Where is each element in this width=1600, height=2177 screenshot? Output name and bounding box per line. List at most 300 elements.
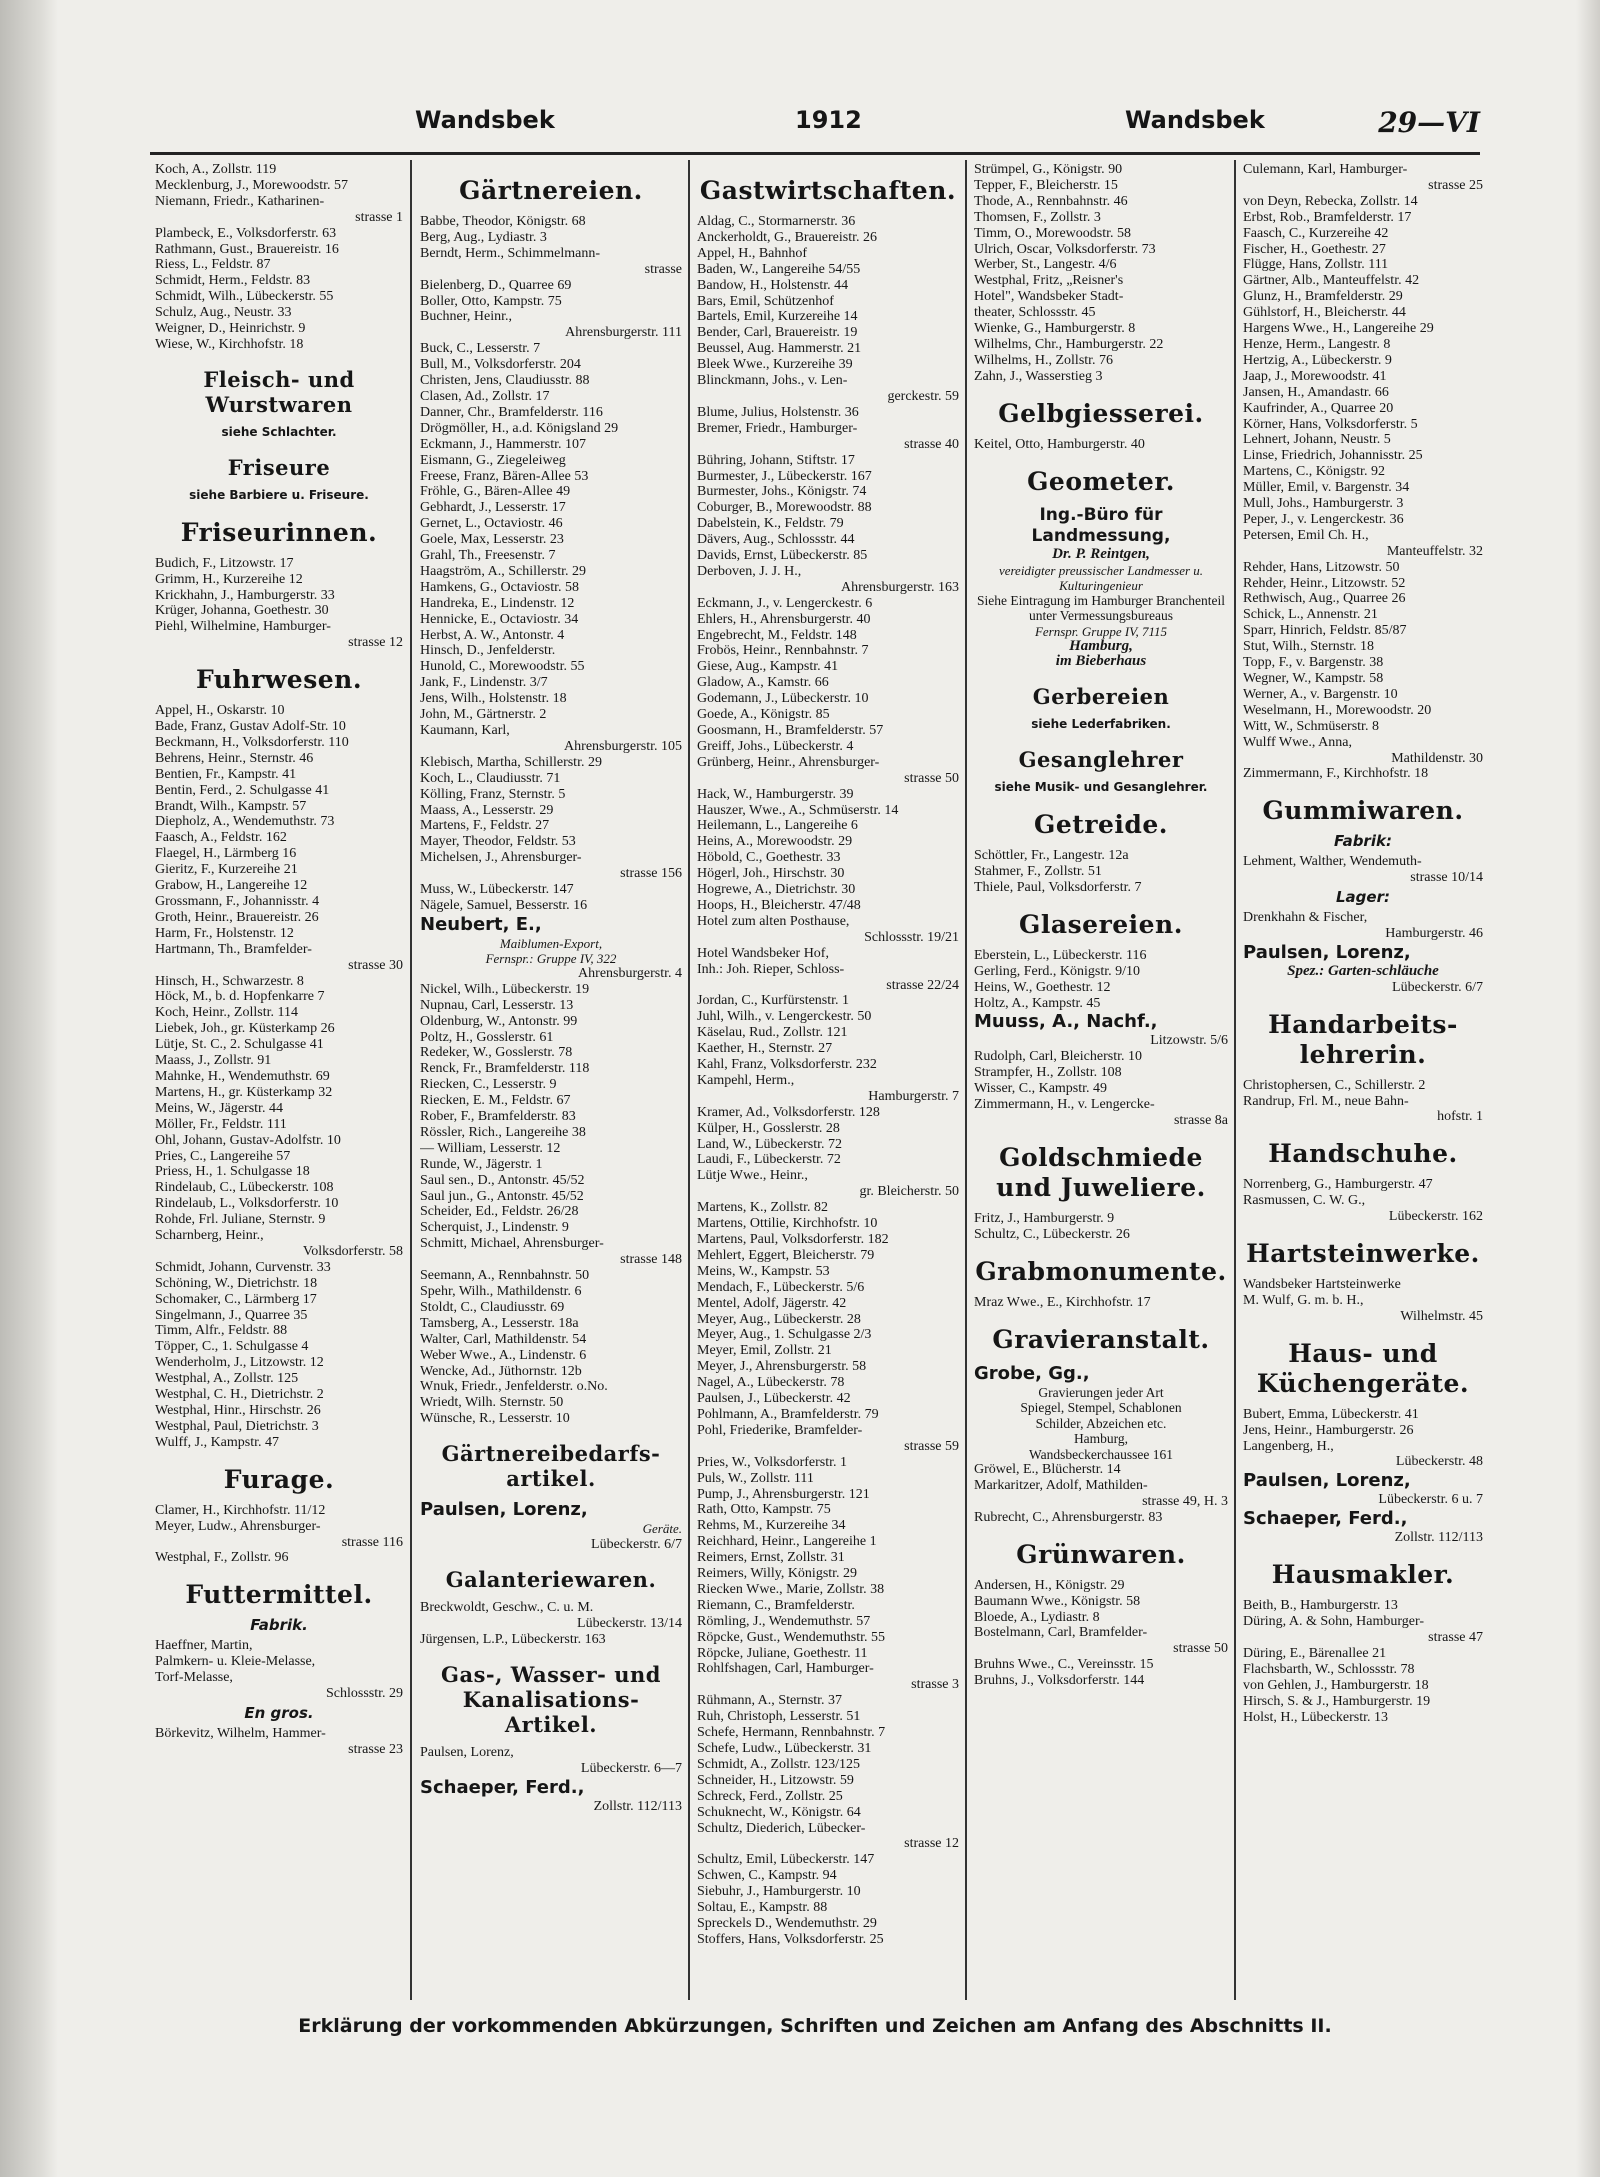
list-getreide — [974, 848, 1228, 896]
list-item: Hennicke, E., Octaviostr. 34 — [420, 611, 579, 627]
list-item: Ruh, Christoph, Lesserstr. 51 — [697, 1709, 861, 1725]
list-item: Schneider, H., Litzowstr. 59 — [697, 1772, 854, 1788]
list-item: strasse 8a — [1173, 1113, 1228, 1128]
list-item: Körner, Hans, Volksdorferstr. 5 — [1243, 416, 1418, 432]
list-item: Grünberg, Heinr., Ahrensburger- — [697, 754, 880, 770]
list-item: Strümpel, G., Königstr. 90 — [974, 162, 1123, 177]
list-item: Gernet, L., Octaviostr. 46 — [420, 516, 563, 532]
list-item: Martens, Ottilie, Kirchhofstr. 10 — [697, 1216, 878, 1232]
note: siehe Barbiere u. Friseure. — [189, 487, 369, 502]
ad-paulsen: Paulsen, Lorenz, — [1243, 941, 1411, 963]
list-item: Wulff, J., Kampstr. 47 — [155, 1434, 280, 1450]
list-item: Faasch, A., Feldstr. 162 — [155, 830, 287, 846]
list-item: Beith, B., Hamburgerstr. 13 — [1243, 1598, 1398, 1614]
list-item: Walter, Carl, Mathildenstr. 54 — [420, 1331, 587, 1347]
list-gelbgiesserei — [974, 437, 1228, 453]
list-item: Godemann, J., Lübeckerstr. 10 — [697, 691, 869, 707]
list-item: Zahn, J., Wasserstieg 3 — [974, 368, 1103, 384]
list-item: Buchner, Heinr., — [420, 309, 512, 325]
list-item: Glunz, H., Bramfelderstr. 29 — [1243, 289, 1403, 305]
list-item: Dabelstein, K., Feldstr. 79 — [697, 516, 844, 532]
list-item: Rethwisch, Aug., Quarree 26 — [1243, 591, 1406, 607]
list-item: Saul sen., D., Antonstr. 45/52 — [420, 1172, 585, 1188]
list-item: Weigner, D., Heinrichstr. 9 — [155, 321, 306, 337]
list-item: Rindelaub, L., Volksdorferstr. 10 — [155, 1196, 339, 1212]
list-item: Wulff Wwe., Anna, — [1243, 734, 1352, 750]
list-item: Giese, Aug., Kampstr. 41 — [697, 659, 839, 675]
list-item: Scharnberg, Heinr., — [155, 1228, 264, 1244]
list-item: Gieritz, F., Kurzereihe 21 — [155, 862, 298, 878]
ad-paulsen-spez: Spez.: Garten-schläuche — [1287, 962, 1439, 979]
list-item: Handreka, E., Lindenstr. 12 — [420, 595, 575, 611]
list-item: Rubrecht, C., Ahrensburgerstr. 83 — [974, 1509, 1163, 1525]
list-item: Gühlstorf, H., Bleicherstr. 44 — [1243, 305, 1406, 321]
list-item: Timm, Alfr., Feldstr. 88 — [155, 1323, 288, 1339]
ad-reintgen: Dr. P. Reintgen, — [1052, 545, 1150, 562]
subheading-fabrik: Fabrik: — [1334, 832, 1392, 851]
list-item: Blume, Julius, Holstenstr. 36 — [697, 404, 859, 420]
list-item: Fritz, J., Hamburgerstr. 9 — [974, 1210, 1115, 1226]
list-item: Schmidt, A., Zollstr. 123/125 — [697, 1756, 860, 1772]
list-item: Rehder, Heinr., Litzowstr. 52 — [1243, 575, 1406, 591]
list-item: Scheider, Ed., Feldstr. 26/28 — [420, 1204, 579, 1220]
list-item: Freese, Franz, Bären-Allee 53 — [420, 468, 589, 484]
heading-geometer: Geometer. — [1027, 466, 1175, 496]
list-item: Piehl, Wilhelmine, Hamburger- — [155, 619, 331, 635]
list-fuhrwesen — [155, 703, 403, 1451]
list-item: Mahnke, H., Wendemuthstr. 69 — [155, 1068, 330, 1084]
list-item: Liebek, Joh., gr. Küsterkamp 26 — [155, 1021, 335, 1037]
list-item: strasse 10/14 — [1410, 870, 1483, 886]
list-item: Christen, Jens, Claudiusstr. 88 — [420, 373, 590, 389]
ad-paulsen-addr: Lübeckerstr. 6/7 — [1392, 979, 1483, 995]
list-item: Singelmann, J., Quarree 35 — [155, 1307, 308, 1323]
column-1 — [155, 162, 403, 2002]
list-hausmakler — [1243, 1598, 1483, 1725]
ad-paulsen-2-addr: Lübeckerstr. 6 u. 7 — [1378, 1492, 1483, 1508]
list-item: Maass, A., Lesserstr. 29 — [420, 802, 554, 818]
list-item: Schulz, Aug., Neustr. 33 — [155, 305, 292, 321]
list-gummi — [1243, 854, 1483, 886]
list-item: Lübeckerstr. 6—7 — [580, 1760, 682, 1776]
list-item: Hotel zum alten Posthause, — [697, 913, 850, 929]
list-item: Pump, J., Ahrensburgerstr. 121 — [697, 1486, 870, 1502]
list-item: Martens, C., Königstr. 92 — [1243, 464, 1385, 480]
list-item: Rindelaub, C., Lübeckerstr. 108 — [155, 1180, 334, 1196]
header-city-left: Wandsbek — [415, 106, 555, 134]
list-item: Flachsbarth, W., Schlossstr. 78 — [1243, 1661, 1415, 1677]
list-item: Stoldt, C., Claudiusstr. 69 — [420, 1299, 565, 1315]
heading-gerbereien: Gerbereien — [1032, 684, 1170, 710]
list-item: strasse 116 — [341, 1534, 403, 1550]
list-galanterie — [420, 1600, 682, 1648]
list-item: Schöttler, Fr., Langestr. 12a — [974, 848, 1129, 864]
list-item: Spehr, Wilh., Mathildenstr. 6 — [420, 1284, 582, 1299]
ad-muuss-addr: Litzowstr. 5/6 — [1150, 1033, 1228, 1049]
list-item: Külper, H., Gosslerstr. 28 — [697, 1120, 840, 1136]
list-item: Spiegel, Stempel, Schablonen — [1020, 1400, 1182, 1416]
list-item: Rehms, M., Kurzereihe 34 — [697, 1518, 846, 1534]
ad-grobe: Grobe, Gg., — [974, 1362, 1090, 1384]
list-continued — [155, 162, 403, 353]
list-item: Ulrich, Oscar, Volksdorferstr. 73 — [974, 241, 1156, 257]
list-item: Pries, W., Volksdorferstr. 1 — [697, 1454, 847, 1470]
heading-furage: Furage. — [223, 1464, 335, 1494]
list-item: Schultz, Diederich, Lübecker- — [697, 1820, 866, 1836]
list-item: Westphal, C. H., Dietrichstr. 2 — [155, 1387, 324, 1403]
list-item: Nagel, A., Lübeckerstr. 78 — [697, 1375, 845, 1391]
footer-note: Erklärung der vorkommenden Abkürzungen, Schriften und Zeichen am Anfang des Abschnitts II. — [298, 2015, 1332, 2037]
list-item: Thode, A., Rennbahnstr. 46 — [974, 193, 1128, 209]
list-item: Gladow, A., Kamstr. 66 — [697, 675, 829, 691]
list-item: Rasmussen, C. W. G., — [1243, 1193, 1366, 1209]
list-item: Laudi, F., Lübeckerstr. 72 — [697, 1152, 841, 1168]
ad-neubert-line: Fernspr.: Gruppe IV, 322 — [485, 950, 617, 966]
list-item: Derboven, J. J. H., — [697, 563, 802, 579]
list-item: Kölling, Franz, Sternstr. 5 — [420, 786, 566, 802]
ad-paulsen: Paulsen, Lorenz, — [420, 1499, 588, 1521]
list-item: Hogrewe, A., Dietrichstr. 30 — [697, 882, 856, 898]
list-item: Grabow, H., Langereihe 12 — [155, 878, 308, 894]
list-item: Flügge, Hans, Zollstr. 111 — [1243, 257, 1389, 273]
list-item: Hamkens, G., Octaviostr. 58 — [420, 579, 580, 595]
list-goldschmiede — [974, 1211, 1228, 1243]
list-item: Mull, Johs., Hamburgerstr. 3 — [1243, 496, 1404, 512]
list-item: Peper, J., v. Lengerckestr. 36 — [1243, 511, 1404, 527]
list-item: strasse 156 — [620, 866, 682, 882]
subheading-fabrik: Fabrik. — [250, 1616, 308, 1635]
list-gaswasser — [420, 1745, 682, 1777]
list-item: Schilder, Abzeichen etc. — [1035, 1415, 1167, 1431]
list-item: Westphal, Hinr., Hirschstr. 26 — [155, 1403, 321, 1418]
list-item: Holtz, A., Kampstr. 45 — [974, 995, 1101, 1011]
list-item: Beckmann, H., Volksdorferstr. 110 — [155, 734, 349, 750]
list-item: strasse 50 — [1173, 1641, 1228, 1657]
header-city-right: Wandsbek — [1125, 106, 1265, 134]
list-item: Breckwoldt, Geschw., C. u. M. — [420, 1599, 594, 1615]
list-item: Hauszer, Wwe., A., Schmüserstr. 14 — [697, 802, 899, 818]
list-item: Eismann, G., Ziegeleiweg — [420, 452, 566, 468]
list-item: strasse 148 — [620, 1252, 682, 1268]
ad-hamburg: Hamburg, — [1069, 637, 1133, 654]
column-divider — [688, 160, 690, 2000]
list-item: Lübeckerstr. 13/14 — [577, 1615, 682, 1631]
list-item: Gröwel, E., Blücherstr. 14 — [974, 1462, 1121, 1478]
heading-gravieranstalt: Gravieranstalt. — [992, 1324, 1210, 1354]
list-item: Priess, H., 1. Schulgasse 18 — [155, 1164, 310, 1180]
subheading-lager: Lager: — [1336, 888, 1390, 907]
heading-futtermittel: Futtermittel. — [185, 1580, 373, 1610]
list-item: Hamburg, — [1073, 1431, 1129, 1447]
list-item: strasse 59 — [904, 1438, 959, 1454]
list-item: Westphal, F., Zollstr. 96 — [155, 1550, 289, 1566]
column-2 — [420, 162, 682, 2002]
list-item: Budich, F., Litzowstr. 17 — [155, 555, 294, 571]
list-item: Stahmer, F., Zollstr. 51 — [974, 864, 1102, 880]
page-number: 29—VI — [1378, 106, 1480, 139]
list-item: Hamburgerstr. 46 — [1385, 925, 1483, 941]
list-item: Pohl, Friederike, Bramfelder- — [697, 1422, 863, 1438]
heading-handschuhe: Handschuhe. — [1268, 1139, 1458, 1169]
list-item: Schomaker, C., Lärmberg 17 — [155, 1291, 317, 1307]
list-item: Müller, Emil, v. Bargenstr. 34 — [1243, 480, 1410, 496]
list-item: Pohlmann, A., Bramfelderstr. 79 — [697, 1406, 879, 1422]
list-item: Schultz, C., Lübeckerstr. 26 — [974, 1226, 1130, 1242]
list-item: Wenderholm, J., Litzowstr. 12 — [155, 1355, 324, 1371]
list-item: Markaritzer, Adolf, Mathilden- — [974, 1478, 1148, 1494]
heading-gummiwaren: Gummiwaren. — [1262, 796, 1464, 826]
list-item: Schultz, Emil, Lübeckerstr. 147 — [697, 1852, 875, 1868]
list-item: Juhl, Wilh., v. Lengerckestr. 50 — [697, 1009, 872, 1025]
list-item: Holst, H., Lübeckerstr. 13 — [1243, 1709, 1389, 1725]
list-continued — [974, 162, 1228, 385]
list-item: Herbst, A. W., Antonstr. 4 — [420, 627, 565, 643]
list-item: Saul jun., G., Antonstr. 45/52 — [420, 1188, 584, 1204]
heading-gaswasser: Gas-, Wasser- und Kanalisations-Artikel. — [441, 1661, 661, 1737]
list-item: Palmkern- u. Kleie-Melasse, — [155, 1654, 316, 1670]
heading-fleisch: Fleisch- und Wurstwaren — [203, 366, 355, 417]
list-item: Sparr, Hinrich, Feldstr. 85/87 — [1243, 623, 1407, 639]
list-item: Zimmermann, F., Kirchhofstr. 18 — [1243, 766, 1429, 782]
list-item: Riecken, C., Lesserstr. 9 — [420, 1077, 557, 1093]
list-item: Burmester, Johs., Königstr. 74 — [697, 484, 867, 500]
list-item: Topp, F., v. Bargenstr. 38 — [1243, 655, 1384, 671]
list-item: Rath, Otto, Kampstr. 75 — [697, 1502, 831, 1518]
list-item: Martens, K., Zollstr. 82 — [697, 1200, 829, 1216]
list-item: Kahl, Franz, Volksdorferstr. 232 — [697, 1057, 877, 1073]
list-item: Diepholz, A., Wendemuthstr. 73 — [155, 814, 335, 830]
list-item: Wegner, W., Kampstr. 58 — [1243, 671, 1384, 686]
list-item: Martens, F., Feldstr. 27 — [420, 818, 550, 834]
list-item: Berndt, Herm., Schimmelmann- — [420, 245, 601, 261]
list-item: Jürgensen, L.P., Lübeckerstr. 163 — [420, 1631, 606, 1647]
heading-haus-kuechengeraete: Haus- und Küchengeräte. — [1256, 1338, 1470, 1398]
ad-neubert: Neubert, E., — [420, 913, 542, 935]
list-item: Thomsen, F., Zollstr. 3 — [974, 209, 1101, 225]
list-item: Maass, J., Zollstr. 91 — [155, 1053, 272, 1069]
list-item: Reimers, Willy, Königstr. 29 — [697, 1566, 858, 1582]
list-item: Renck, Fr., Bramfelderstr. 118 — [420, 1061, 590, 1077]
list-item: Culemann, Karl, Hamburger- — [1243, 162, 1408, 177]
list-item: Düring, A. & Sohn, Hamburger- — [1243, 1614, 1425, 1630]
list-item: Hinsch, D., Jenfelderstr. — [420, 643, 556, 659]
list-item: Goosmann, H., Bramfelderstr. 57 — [697, 723, 884, 738]
list-item: Baden, W., Langereihe 54/55 — [697, 261, 861, 277]
list-item: Clamer, H., Kirchhofstr. 11/12 — [155, 1502, 326, 1518]
list-item: Meyer, Emil, Zollstr. 21 — [697, 1343, 832, 1359]
list-item: Erbst, Rob., Bramfelderstr. 17 — [1243, 209, 1412, 225]
list-item: Mayer, Theodor, Feldstr. 53 — [420, 834, 576, 850]
list-item: Grossmann, F., Johannisstr. 4 — [155, 894, 320, 909]
list-item: Hertzig, A., Lübeckerstr. 9 — [1243, 352, 1392, 368]
list-item: Burmester, J., Lübeckerstr. 167 — [697, 468, 872, 484]
note: siehe Schlachter. — [221, 424, 337, 439]
list-item: Drögmöller, H., a.d. Königsland 29 — [420, 420, 619, 436]
list-item: Coburger, B., Morewoodstr. 88 — [697, 500, 872, 516]
list-item: strasse 49, H. 3 — [1142, 1493, 1228, 1509]
list-item: Tamsberg, A., Lesserstr. 18a — [420, 1315, 579, 1331]
list-item: Greiff, Johs., Lübeckerstr. 4 — [697, 738, 854, 754]
list-item: Petersen, Emil Ch. H., — [1243, 527, 1369, 543]
list-item: Martens, H., gr. Küsterkamp 32 — [155, 1084, 333, 1100]
list-item: Goele, Max, Lesserstr. 23 — [420, 532, 564, 548]
list-item: Tepper, F., Bleicherstr. 15 — [974, 177, 1118, 193]
list-item: Langenberg, H., — [1243, 1438, 1334, 1454]
list-item: Anckerholdt, G., Brauereistr. 26 — [697, 229, 878, 245]
list-item: Michelsen, J., Ahrensburger- — [420, 850, 582, 866]
list-item: Aldag, C., Stormarnerstr. 36 — [697, 214, 856, 229]
list-item: Timm, O., Morewoodstr. 58 — [974, 225, 1132, 241]
heading-friseurinnen: Friseurinnen. — [180, 517, 378, 547]
list-gravieranstalt — [974, 1462, 1228, 1526]
list-item: Schmidt, Herm., Feldstr. 83 — [155, 273, 311, 289]
list-item: Riecken, E. M., Feldstr. 67 — [420, 1093, 571, 1109]
list-item: Jordan, C., Kurfürstenstr. 1 — [697, 993, 850, 1009]
page-header — [150, 106, 1480, 146]
list-item: Weber Wwe., A., Lindenstr. 6 — [420, 1347, 587, 1363]
heading-goldschmiede: Goldschmiede und Juweliere. — [996, 1142, 1206, 1202]
list-item: — William, Lesserstr. 12 — [420, 1140, 561, 1156]
list-item: Schöning, W., Dietrichstr. 18 — [155, 1275, 318, 1291]
list-item: Reimers, Ernst, Zollstr. 31 — [697, 1550, 845, 1566]
list-item: Westphal, A., Zollstr. 125 — [155, 1371, 299, 1387]
list-item: Koch, Heinr., Zollstr. 114 — [155, 1005, 298, 1021]
list-item: strasse 23 — [348, 1741, 403, 1757]
list-item: Nickel, Wilh., Lübeckerstr. 19 — [420, 981, 590, 997]
list-item: Kramer, Ad., Volksdorferstr. 128 — [697, 1104, 880, 1120]
list-item: Plambeck, E., Volksdorferstr. 63 — [155, 225, 337, 241]
list-item: strasse 47 — [1428, 1630, 1483, 1645]
list-item: Kaether, H., Sternstr. 27 — [697, 1041, 833, 1057]
list-item: Bentin, Ferd., 2. Schulgasse 41 — [155, 782, 330, 798]
list-item: Seemann, A., Rennbahnstr. 50 — [420, 1268, 590, 1284]
list-item: Jansen, H., Amandastr. 66 — [1243, 384, 1389, 400]
list-item: Kampehl, Herm., — [697, 1072, 795, 1088]
list-item: Wnuk, Friedr., Jenfelderstr. o.No. — [420, 1379, 608, 1395]
list-item: Rohde, Frl. Juliane, Sternstr. 9 — [155, 1212, 326, 1228]
list-item: Danner, Chr., Bramfelderstr. 116 — [420, 404, 603, 420]
list-item: Bandow, H., Holstenstr. 44 — [697, 277, 849, 293]
list-item: Heilemann, L., Langereihe 6 — [697, 818, 858, 834]
list-item: Rohlfshagen, Carl, Hamburger- — [697, 1661, 874, 1677]
ad-paulsen-addr: Lübeckerstr. 6/7 — [591, 1537, 682, 1553]
list-item: Fischer, H., Goethestr. 27 — [1243, 241, 1386, 257]
list-item: Hoops, H., Bleicherstr. 47/48 — [697, 897, 861, 913]
list-gaertnereien-2 — [420, 982, 682, 1427]
list-item: Drenkhahn & Fischer, — [1243, 909, 1368, 925]
list-glasereien-2 — [974, 1049, 1228, 1129]
list-item: Oldenburg, W., Antonstr. 99 — [420, 1013, 578, 1029]
list-item: Schmidt, Wilh., Lübeckerstr. 55 — [155, 289, 334, 305]
list-item: Mendach, F., Lübeckerstr. 5/6 — [697, 1279, 865, 1295]
list-item: Meyer, J., Ahrensburgerstr. 58 — [697, 1359, 867, 1375]
list-item: Meyer, Aug., Lübeckerstr. 28 — [697, 1311, 861, 1327]
ad-schaeper: Schaeper, Ferd., — [420, 1776, 585, 1798]
column-divider — [410, 160, 412, 2000]
list-item: Högerl, Joh., Hirschstr. 30 — [697, 866, 845, 882]
list-item: Westphal, Paul, Dietrichstr. 3 — [155, 1418, 319, 1434]
list-item: Paulsen, Lorenz, — [420, 1744, 514, 1760]
list-item: Möller, Fr., Feldstr. 111 — [155, 1116, 287, 1132]
list-item: Inh.: Joh. Rieper, Schloss- — [697, 961, 845, 977]
list-item: Harm, Fr., Holstenstr. 12 — [155, 925, 294, 941]
list-item: Ohl, Johann, Gustav-Adolfstr. 10 — [155, 1132, 341, 1148]
list-item: Schick, L., Annenstr. 21 — [1243, 607, 1378, 623]
heading-gesanglehrer: Gesanglehrer — [1018, 747, 1184, 773]
list-item: Bentien, Fr., Kampstr. 41 — [155, 766, 297, 782]
list-item: Soltau, E., Kampstr. 88 — [697, 1900, 828, 1916]
list-item: Krüger, Johanna, Goethestr. 30 — [155, 603, 329, 619]
ad-paulsen-2: Paulsen, Lorenz, — [1243, 1470, 1411, 1492]
list-item: Andersen, H., Königstr. 29 — [974, 1577, 1125, 1593]
list-item: Faasch, C., Kurzereihe 42 — [1243, 225, 1389, 241]
list-item: Lütje Wwe., Heinr., — [697, 1168, 808, 1184]
list-handarbeit — [1243, 1078, 1483, 1126]
list-item: Siebuhr, J., Hamburgerstr. 10 — [697, 1884, 861, 1900]
list-continued — [1243, 162, 1483, 782]
list-item: Koch, L., Claudiusstr. 71 — [420, 770, 561, 786]
list-item: Hotel", Wandsbeker Stadt- — [974, 289, 1124, 305]
heading-gaertnereien: Gärtnereien. — [459, 176, 643, 205]
ad-muuss: Muuss, A., Nachf., — [974, 1011, 1158, 1033]
list-item: strasse 40 — [904, 436, 959, 452]
list-item: Eckmann, J., v. Lengerckestr. 6 — [697, 595, 873, 611]
list-item: Schreck, Ferd., Zollstr. 25 — [697, 1788, 843, 1804]
list-item: Brandt, Wilh., Kampstr. 57 — [155, 798, 307, 814]
list-item: Riemann, C., Bramfelderstr. — [697, 1597, 855, 1613]
list-item: Lehment, Walther, Wendemuth- — [1243, 854, 1422, 870]
list-item: Eberstein, L., Lübeckerstr. 116 — [974, 947, 1147, 963]
list-item: Haagström, A., Schillerstr. 29 — [420, 563, 587, 579]
list-item: Bloede, A., Lydiastr. 8 — [974, 1609, 1100, 1625]
column-3 — [697, 162, 959, 2002]
list-item: Lehnert, Johann, Neustr. 5 — [1243, 432, 1391, 448]
list-item: Gerling, Ferd., Königstr. 9/10 — [974, 963, 1141, 979]
list-item: strasse 22/24 — [886, 977, 959, 993]
list-item: Clasen, Ad., Zollstr. 17 — [420, 388, 550, 404]
list-item: Rühmann, A., Sternstr. 37 — [697, 1693, 843, 1709]
list-item: Schmidt, Johann, Curvenstr. 33 — [155, 1259, 331, 1275]
list-hartsteinwerke — [1243, 1277, 1483, 1325]
list-grabmonumente — [974, 1295, 1228, 1311]
header-rule — [150, 152, 1480, 155]
list-item: Kaumann, Karl, — [420, 723, 510, 738]
ad-bieberhaus: im Bieberhaus — [1055, 653, 1147, 670]
list-item: Hotel Wandsbeker Hof, — [697, 945, 829, 961]
list-item: Henze, Herm., Langestr. 8 — [1243, 336, 1391, 352]
list-item: Heins, A., Morewoodstr. 29 — [697, 834, 853, 850]
list-item: Poltz, H., Gosslerstr. 61 — [420, 1029, 554, 1045]
list-item: strasse 3 — [911, 1677, 959, 1693]
ad-eintragung: Siehe Eintragung im Hamburger Branchenteil unter Vermessungsbureaus — [977, 592, 1225, 623]
list-item: Blinckmann, Johs., v. Len- — [697, 373, 848, 389]
list-item: Zimmermann, H., v. Lengercke- — [974, 1097, 1155, 1113]
list-item: Groth, Heinr., Brauereistr. 26 — [155, 909, 319, 925]
list-item: Klebisch, Martha, Schillerstr. 29 — [420, 754, 602, 770]
list-item: Börkevitz, Wilhelm, Hammer- — [155, 1725, 326, 1741]
list-item: Haeffner, Martin, — [155, 1638, 253, 1654]
list-item: Bartels, Emil, Kurzereihe 14 — [697, 309, 858, 325]
list-item: Jens, Heinr., Hamburgerstr. 26 — [1243, 1422, 1414, 1438]
column-4 — [974, 162, 1228, 2002]
list-item: Puls, W., Zollstr. 111 — [697, 1470, 814, 1486]
list-item: Randrup, Frl. M., neue Bahn- — [1243, 1093, 1409, 1109]
list-item: strasse 25 — [1428, 177, 1483, 193]
list-item: Schlossstr. 29 — [325, 1685, 403, 1701]
list-item: Bühring, Johann, Stiftstr. 17 — [697, 452, 855, 468]
heading-gruenwaren: Grünwaren. — [1016, 1539, 1186, 1569]
list-item: Wünsche, R., Lesserstr. 10 — [420, 1411, 570, 1427]
